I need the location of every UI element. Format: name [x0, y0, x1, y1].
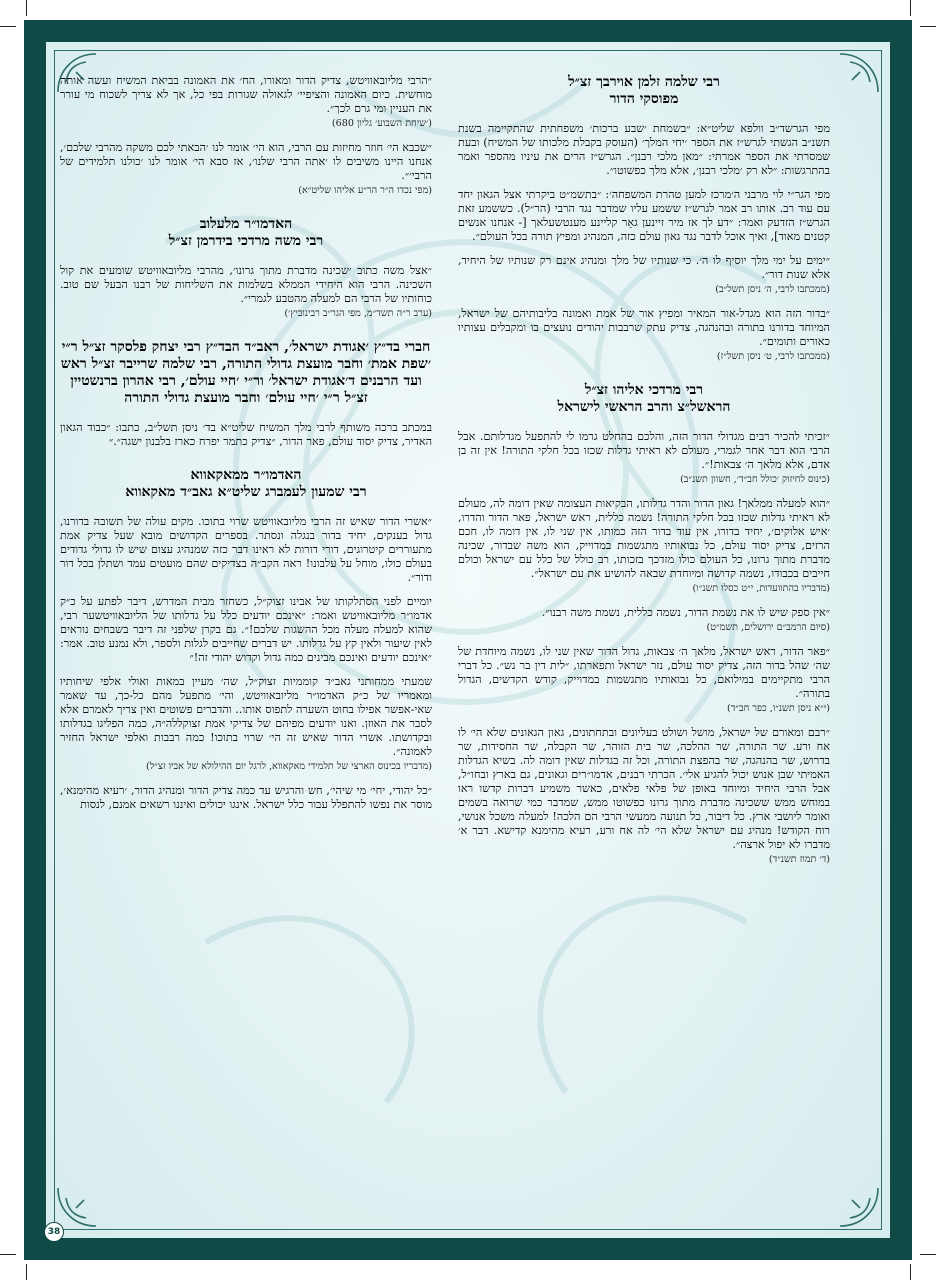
heading-name: האדמו״ר ממאקאווא — [190, 467, 302, 483]
heading-title: רבי משה מרדכי בידרמן זצ״ל — [168, 233, 324, 249]
quote-source: (ד׳ תמוז תשנ״ד) — [768, 854, 830, 865]
section-heading — [60, 339, 432, 407]
quote-text: ״אצל משה כתוב ׳שכינה מדברת מתוך גרונו׳, מהרבי מליובאוויטש שומעים את קול השכינה. הרבי הוא היחידי הממלא בשלמות את השליחות של רבנו הבעל שם טוב. כוחותיו של הרבי הם למעלה מהטבע לגמרי״. — [60, 264, 432, 305]
section-heading — [458, 74, 830, 108]
quote-source: (ממכתבו לרבי, ה׳ ניסן תשל״ב) — [715, 284, 830, 295]
heading-name: חברי בד״ץ ׳אגודת ישראל׳, ראב״ד הבד״ץ רבי יצחק פלסקר זצ״ל ר״י ׳שפת אמת׳ וחבר מועצת גדולי התורה, רבי שלמה שרייבר זצ״ל ראש ועד הרבנים ד׳אגודת ישראל׳ ור״י ׳חיי עולם׳, רבי אהרון ברנשטיין זצ״ל ר״י ׳חיי עולם׳ וחבר מועצת גדולי התורה — [60, 339, 432, 406]
quote-source: (כינוס לחיזוק ׳כולל חב״ד׳, חשוון תשנ״ב) — [680, 474, 830, 485]
quote-paragraph — [458, 254, 830, 297]
crop-mark — [26, 1264, 27, 1280]
heading-title: רבי שמעון לעמברג שליט״א גאב״ד מאקאווא — [125, 484, 367, 500]
article-section — [458, 74, 830, 364]
quote-text: ״אין ספק שיש לו את נשמת הדור, נשמה כללית, נשמת משה רבנו״. — [541, 606, 830, 619]
quote-text: מפי הגרשד״ב וולפא שליט״א: ״בשמחת ׳שבע ברכות׳ משפחתית שהתקיימה בשנת תשנ״ב הגשתי לגרש״ז את הספר ׳יחי המלך׳ (העוסק בקבלת מלכותו של המשיח) ובעת שמסרתי את הספר אמרתי: ״מאן מלכי רבנן״. הגרש״ז הרים את עיניו מהספר ואמר בהתרגשות: ״לא רק ׳מלכי רבנן׳, אלא מלך כפשוטו״. — [458, 122, 830, 177]
quote-paragraph — [60, 675, 432, 774]
crop-mark — [910, 1264, 911, 1280]
quote-paragraph — [458, 497, 830, 596]
article-section — [60, 467, 432, 812]
quote-source: (י״א ניסן תשנ״ו, כפר חב״ד) — [726, 703, 830, 714]
quote-paragraph — [60, 515, 432, 585]
crop-mark — [910, 0, 911, 16]
quote-text: ״פאר הדור, ראש ישראל, מלאך ה׳ צבאות, גדול הדור שאין שני לו, נשמה מיוחדת של שה׳ שהל בדור הזה, צדיק יסוד עולם, נזר ישראל ותפארתו, ״לית דין בר נש״. כל דברי הרבי מתקיימים במילואם, כל נבואותיו מתגשמות במדוייק, קודש הקדשים, הגדול בתורה״. — [458, 645, 830, 700]
article-section — [60, 74, 432, 198]
quote-text: ״ימים על ימי מלך יוסיף לו ה׳. כי שנותיו של מלך ומנהיג אינם רק שנותיו של היחיד, אלא שנות דור״. — [458, 254, 830, 281]
quote-text: ״כל יהודי, יחי׳ מי שיהי׳, חש והרגיש עד כמה צדיק הדור ומנהיג הדור, ׳רעיא מהימנא׳, מוסר את נפשו להתפלל עבור כלל ישראל. אינגו יכולים ואיננו רשאים אמנם, לנסות — [60, 784, 432, 811]
quote-text: שמעתי ממחותני גאב״ד קוממיות זצוק״ל, שה׳ מעיין במאות ואולי אלפי שיחותיו ומאמריו של כ״ק האדמו״ר מליובאוויטש, והי׳ מתפעל מהם כל-כך, עד שאמר שאי-אפשר אפילו בחוט השערה לתפוס אותו.. והדברים פשוטים ואין צריך לאמרם אלא לסבר את האוזן. ואנו יודעים מפיהם של צדיקי אמת זצוקללה״ה, כמה הפליגו בגדלותו ובקדושתו. אשרי הדור שאיש זה הי׳ שרוי בתוכו! כמה רבבות ואלפי ישראל החזיר לאמונה״. — [60, 675, 432, 758]
quote-text: ״זכיתי להכיר רבים מגדולי הדור הזה, והלכם בהחלט גרמו לי להתפעל מגדלותם. אבל הרבי הוא דבר אחר לגמרי, מעולם לא ראיתי גדלות שכזו בכל חלקי התורה! אין זה בן אדם, אלא מלאך ה׳ צבאות!״. — [458, 430, 830, 471]
article-section — [60, 339, 432, 449]
quote-source: (׳שיחת השבוע׳ גליון 680) — [331, 118, 432, 129]
section-heading — [60, 467, 432, 501]
quote-paragraph — [458, 645, 830, 716]
section-heading — [60, 216, 432, 250]
corner-ornament — [820, 1168, 880, 1228]
left-column — [60, 74, 432, 830]
quote-paragraph — [60, 784, 432, 812]
quote-source: (מדבריו בהתוועדות, י״ט כסלו תשנ״ו) — [692, 583, 830, 594]
heading-name: רבי מרדכי אליהו זצ״ל — [584, 382, 704, 398]
page-number: 38 — [44, 1222, 64, 1242]
heading-name: האדמו״ר מלעלוב — [199, 216, 293, 232]
crop-mark — [920, 1254, 936, 1255]
quote-paragraph — [60, 264, 432, 321]
quote-source: (ערב ר״ה תשד״מ, מפי הגר״ב רבינוביץ׳) — [284, 308, 432, 319]
right-column — [458, 74, 830, 885]
quote-paragraph — [60, 74, 432, 131]
crop-mark — [0, 1254, 16, 1255]
crop-mark — [0, 26, 16, 27]
quote-text: יומיים לפני הסתלקותו של אבינו זצוק״ל, כשחזר מבית המדרש, דיבר לפתע על כ״ק אדמו״ר מליובאוויטש ואמר: ״אינכם יודעים כלל על גדלותו של הליובאוויטשער רבי, שהוא למעלה מעלה מכל ההשגות שלכם!״. גם בקרן שלפני זה דיבר בשבחים נוראים לאין שיעור ולאין קץ על גדלותו. יש דברים שחייבים לגלות ולספר, ולא נמנע טוב. אמר: ״אינכם יודעים ואינכם מבינים כמה גדול וקדוש יהודי זה!״ — [60, 595, 432, 664]
crop-mark — [920, 26, 936, 27]
quote-text: ״הרבי מליובאוויטש, צדיק הדור ומאורו, הח׳ את האמונה בביאת המשיח ועשה אותה מוחשית. כיום האמונה והציפיי׳ לגאולה שגורות בפי כל, אך לא צריך לשכוח מי עורר את העניין ומי גרם לכך״. — [60, 74, 432, 115]
quote-source: (מפי נכדו ה״ר הר״ע אליהו שליט״א) — [298, 185, 432, 196]
quote-paragraph — [60, 595, 432, 665]
quote-text: ״אשרי הדור שאיש זה הרבי מליובאוויטש שרוי בתוכו. מקים עולה של תשובה בדורנו, גדול בענקים, יחיד בדור בנגלה ונסתר. בספרים הקדושים מובא שעל צדיק אמת מתעוררים קיטרוגים, דורי דורות לא ראינו דבר כזה שמנהיג עצום שיש לו גדולי גדודים בעולם כולו, מוחל על עלבונו! ראה הקב״ה בצדיקים שהם מועטים עמד ושתלן בכל דור ודור״. — [60, 515, 432, 584]
quote-text: ״בדור הזה הוא מגדל-אור המאיר ומפיץ אור של אמת ואמונה בליבותיהם של ישראל, המיוחד בדורנו בתורה ובהנהגה, צדיק עתק שרבבות יהודים נועצים בו ומקבלים עצותיו כאורים ותומים״. — [458, 307, 830, 348]
quote-paragraph — [458, 307, 830, 364]
article-section — [458, 382, 830, 867]
quote-text: ״רבם ומאורם של ישראל, מושל ושולט בעליונים ובתחתונים, גאון הגאונים שלא הי׳ לו אח ורע. שר התורה, שר ההלכה, שר בית הזוהר, שר הקבלה, שר החסידות, שר בדרוש, שר בהנהגה, שר בהפצת התורה, וכל זה בגדלות שאין דומה לה. בשיא הגדלות האמיתי שבן אנוש יכול להגיע אלי׳. הכרתי רבנים, אדמו״רים וגאונים, גם בארץ ובחו״ל, אבל הרבי היחיד ומיוחד באופן של פלאי פלאים, כאשר משמיע דברות קדשו ראו במוחש ממש ששכינה מדברת מתוך גרונו כפשוטו ממש, שמדבר כמי שרואה בשמים ואומר ליושבי ארץ. כל דיבור, כל תנועה ממעשי הרבי הם הלכה! למעלה משכל אנושי, רוח הקודש! מנהיג עם ישראל שלא הי׳ לה אח ורע, רעיא מהימנא קדישא. דבר א׳ מדברו לא יפול ארצה״. — [458, 726, 830, 851]
section-heading — [458, 382, 830, 416]
heading-name: רבי שלמה זלמן אוירבך זצ״ל — [568, 74, 720, 90]
quote-paragraph — [60, 141, 432, 198]
quote-paragraph — [60, 421, 432, 449]
quote-source: (מדבריו בכינוס הארצי של תלמידי מאקאווא, לרגל יום ההילולא של אביו זצ״ל) — [145, 761, 432, 772]
quote-paragraph — [458, 430, 830, 487]
quote-paragraph — [458, 606, 830, 635]
quote-text: ״הוא למעלה ממלאך! גאון הדור והדר גדלותו, הבקיאות העצומה שאין דומה לה, מעולם לא ראיתי גדלות שכזו בכל חלקי התורה! נשמה כללית, ראש ישראל, פאר הדור והדרו, ׳איש אלוקים׳, יחיד בדורו, אין עוד בדור הזה כמותו, אין שני לו, אין דומה לו, חכם הרזים, צדיק יסוד עולם, כל נבואותיו מתגשמות במדוייק, הוא משה שבדור, שכינה מדברת מתוך גרונו, כל העולם כולו מזדכך בזכותו, רב כולל של כלל עם ישראל וכולם חייבים בכבודו, נשמה קדושה ומיוחדת שבאה להושיע את עם ישראל״. — [458, 497, 830, 580]
quote-text: במכתב ברכה משותף לרבי מלך המשיח שליט״א בד׳ ניסן תשל״ב, כתבו: ״כבוד הגאון האדיר, צדיק יסוד עולם, פאר הדור, ״צדיק כתמר יפרח כארז בלבנון ישגה״.״ — [60, 421, 432, 448]
quote-text: ״שכבא הי׳ חוזר מחיזות עם הרבי, הוא הי׳ אומר לנו ׳הבאתי לכם משקה מהרבי שלכם׳, אנחנו היינו משיבים לו ׳אתה הרבי שלנו׳, אז סבא הי׳ אומר לנו ׳כולנו תלמידים של הרבי׳״. — [60, 141, 432, 182]
quote-paragraph — [458, 122, 830, 178]
quote-source: (ממכתבו לרבי, ט׳ ניסן תשל״ז) — [716, 351, 830, 362]
quote-text: מפי הגר״י לוי מרבני ה׳מרכז למען טהרת המשפחה׳: ״בתשמ״ט ביקרתי אצל הגאון יחד עם עוד רב. אותו רב אמר לגרש״ז ששמע עליו שמדבר נגד הרבי (הר״ל). כששמע זאת הגרש״ז הזדעק ואמר: ״דע לך אז מיר זיינען גאָר קליינע מענטשעלאך [- אנחנו אנשים קטנים מאוד], ואיך אוכל לדבר נגד גאון עולם כזה, המנהיג ומפיץ תורה בכל העולם״. — [458, 188, 830, 243]
corner-ornament — [56, 1168, 116, 1228]
article-section — [60, 216, 432, 321]
heading-title: מפוסקי הדור — [609, 91, 679, 107]
quote-source: (סיום הרמב״ם ירושלים, תשמ״ט) — [706, 622, 830, 633]
quote-paragraph — [458, 726, 830, 867]
heading-title: הראשל״צ והרב הראשי לישראל — [557, 399, 731, 415]
quote-paragraph — [458, 188, 830, 244]
crop-mark — [26, 0, 27, 16]
